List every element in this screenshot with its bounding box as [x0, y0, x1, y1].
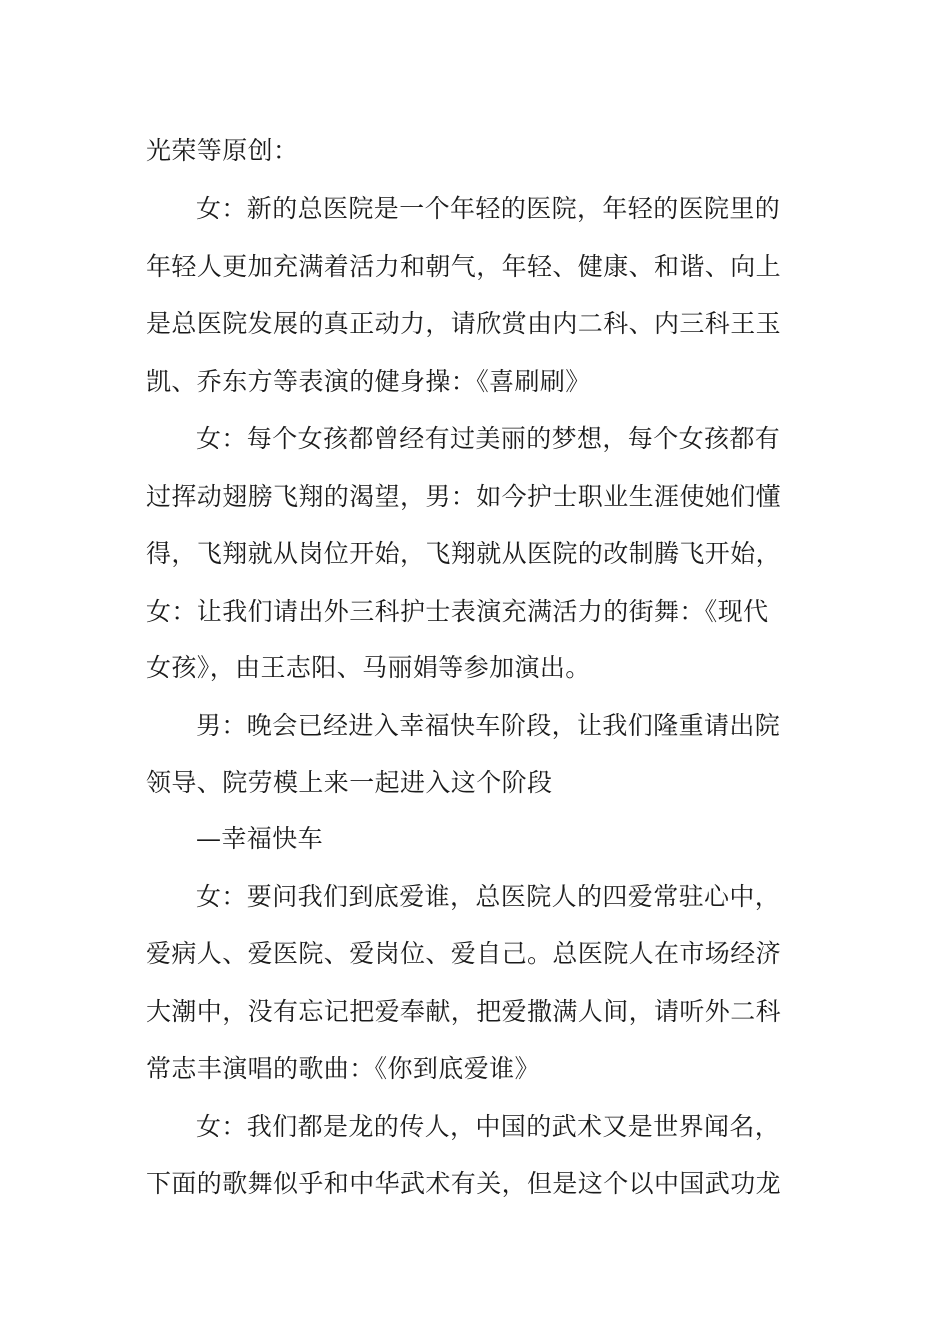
text-line: 大潮中，没有忘记把爱奉献，把爱撒满人间，请听外二科	[146, 997, 782, 1026]
text-line: —幸福快车	[196, 824, 324, 853]
text-line: 光荣等原创：	[146, 136, 299, 165]
text-line: 爱病人、爱医院、爱岗位、爱自己。总医院人在市场经济	[146, 939, 782, 968]
text-line: 是总医院发展的真正动力，请欣赏由内二科、内三科王玉	[146, 309, 782, 338]
text-line: 女：要问我们到底爱谁，总医院人的四爱常驻心中，	[196, 882, 781, 911]
text-line: 女：每个女孩都曾经有过美丽的梦想，每个女孩都有	[196, 424, 781, 453]
text-line: 男：晚会已经进入幸福快车阶段，让我们隆重请出院	[196, 711, 781, 740]
text-line: 女：让我们请出外三科护士表演充满活力的街舞：《现代	[146, 597, 769, 626]
text-line: 女：新的总医院是一个年轻的医院，年轻的医院里的	[196, 194, 781, 223]
text-line: 过挥动翅膀飞翔的渴望，男：如今护士职业生涯使她们懂	[146, 482, 782, 511]
text-line: 常志丰演唱的歌曲：《你到底爱谁》	[146, 1054, 540, 1083]
text-line: 年轻人更加充满着活力和朝气，年轻、健康、和谐、向上	[146, 252, 782, 281]
text-line: 凯、乔东方等表演的健身操：《喜刷刷》	[146, 367, 591, 396]
text-line: 女：我们都是龙的传人，中国的武术又是世界闻名，	[196, 1112, 781, 1141]
text-line: 领导、院劳模上来一起进入这个阶段	[146, 768, 553, 797]
text-line: 得，飞翔就从岗位开始，飞翔就从医院的改制腾飞开始，	[146, 539, 782, 568]
text-line: 下面的歌舞似乎和中华武术有关，但是这个以中国武功龙	[146, 1169, 782, 1198]
text-line: 女孩》，由王志阳、马丽娟等参加演出。	[146, 653, 591, 682]
